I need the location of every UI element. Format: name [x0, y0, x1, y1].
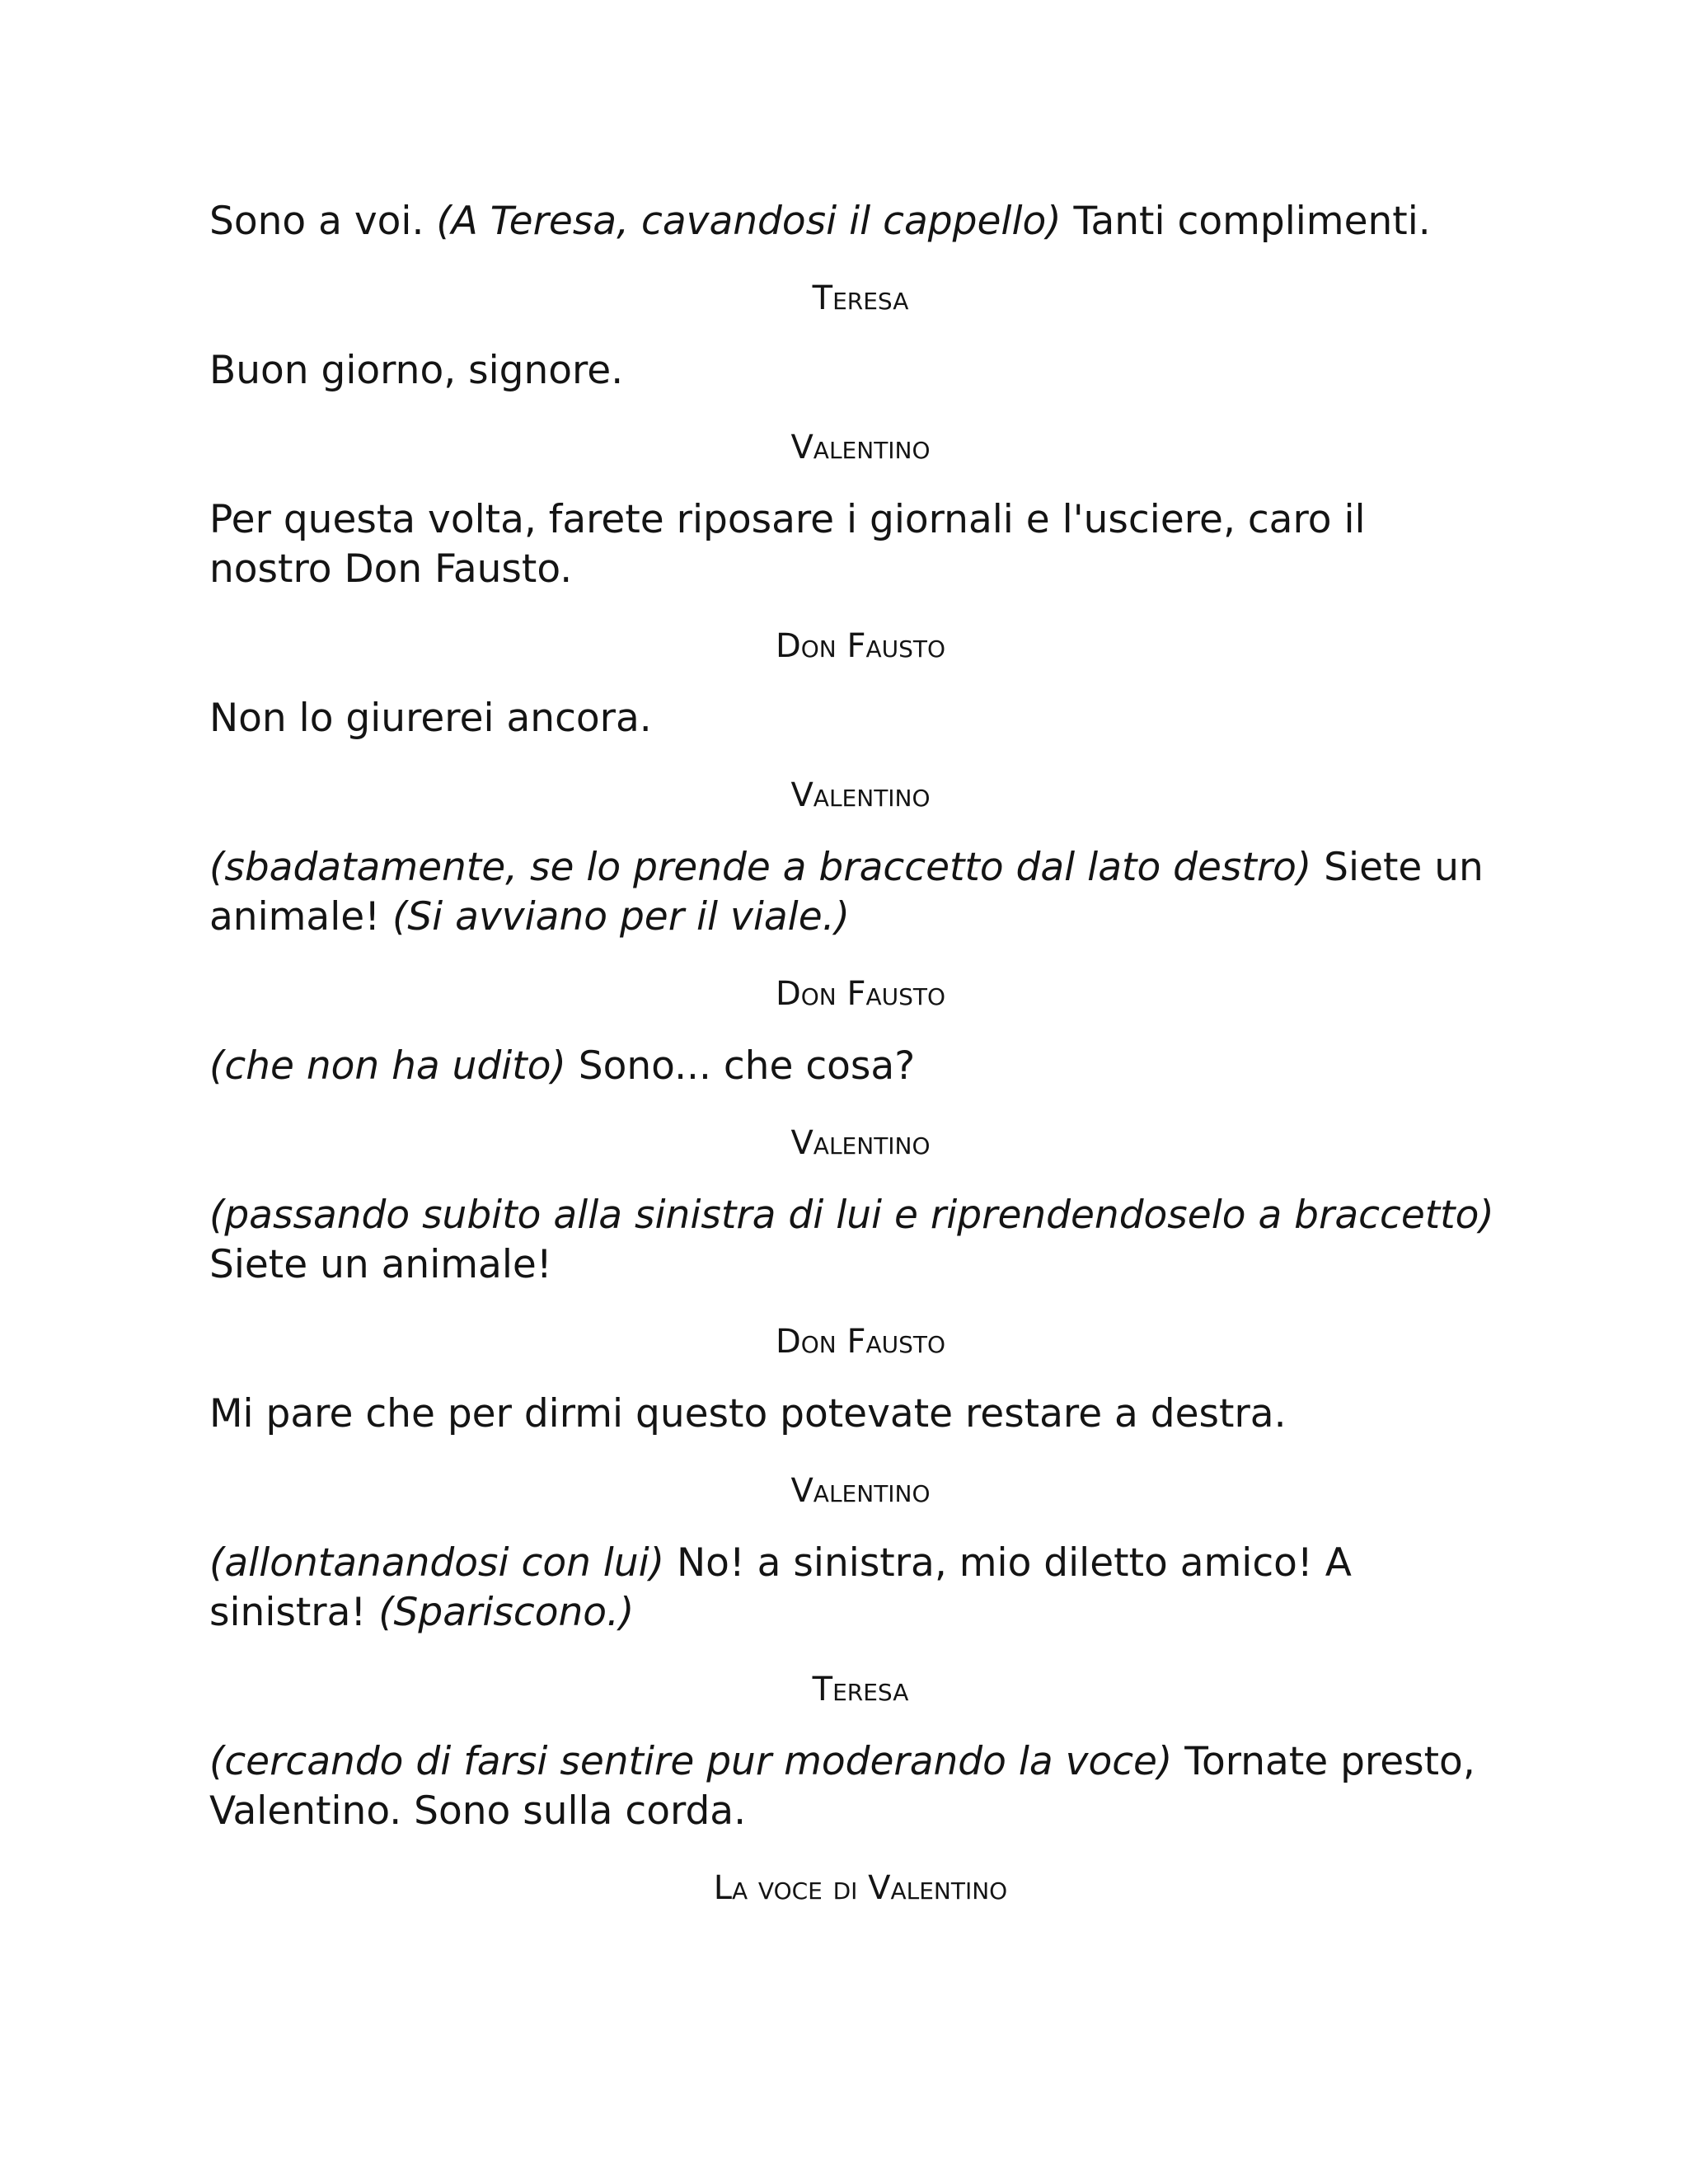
dialogue-text: Mi pare che per dirmi questo potevate restare a destra. [209, 1391, 1287, 1436]
stage-direction: (Si avviano per il viale.) [392, 894, 850, 940]
dialogue-text: Non lo giurerei ancora. [209, 696, 652, 741]
speaker-name: Valentino [790, 1124, 931, 1162]
dialogue-line [209, 1042, 1495, 1091]
dialogue-line [209, 346, 1495, 396]
stage-direction: (allontanandosi con lui) [209, 1540, 665, 1586]
script-page [209, 197, 1495, 1936]
dialogue-line [209, 1737, 1495, 1836]
speaker-name: Don Fausto [775, 627, 946, 665]
dialogue-line [209, 1191, 1495, 1290]
stage-direction: (che non ha udito) [209, 1043, 566, 1089]
speaker-name: Valentino [790, 429, 931, 466]
dialogue-text: Sono a voi. [209, 199, 437, 244]
dialogue-text: Per questa volta, farete riposare i giornali e l'usciere, caro il nostro Don Fausto. [209, 497, 1366, 592]
dialogue-line [209, 843, 1495, 942]
speaker-name: Teresa [812, 279, 909, 317]
dialogue-line [209, 1390, 1495, 1439]
dialogue-line [209, 1539, 1495, 1638]
speaker-name: La voce di Valentino [713, 1869, 1008, 1907]
dialogue-text: Siete un animale! [209, 845, 1484, 940]
dialogue-text: No! a sinistra, mio diletto amico! A sinistra! [209, 1540, 1352, 1635]
speaker-name: Don Fausto [775, 975, 946, 1013]
dialogue-text: Buon giorno, signore. [209, 348, 624, 393]
dialogue-text: Tanti complimenti. [1061, 199, 1431, 244]
speaker-name: Valentino [790, 1472, 931, 1510]
dialogue-line [209, 694, 1495, 743]
speaker-name: Valentino [790, 776, 931, 814]
stage-direction: (cercando di farsi sentire pur moderando la voce) [209, 1739, 1173, 1784]
stage-direction: (passando subito alla sinistra di lui e riprendendoselo a braccetto) [209, 1193, 1494, 1238]
stage-direction: (sbadatamente, se lo prende a braccetto dal lato destro) [209, 845, 1312, 890]
stage-direction: (Spariscono.) [378, 1590, 635, 1635]
dialogue-text: Siete un animale! [209, 1242, 552, 1287]
speaker-name: Teresa [812, 1671, 909, 1708]
dialogue-text: Sono... che cosa? [565, 1043, 916, 1089]
dialogue-line [209, 197, 1495, 246]
dialogue-text: Tornate presto, Valentino. Sono sulla corda. [209, 1739, 1475, 1834]
stage-direction: (A Teresa, cavandosi il cappello) [436, 199, 1062, 244]
dialogue-line [209, 495, 1495, 594]
speaker-name: Don Fausto [775, 1323, 946, 1361]
